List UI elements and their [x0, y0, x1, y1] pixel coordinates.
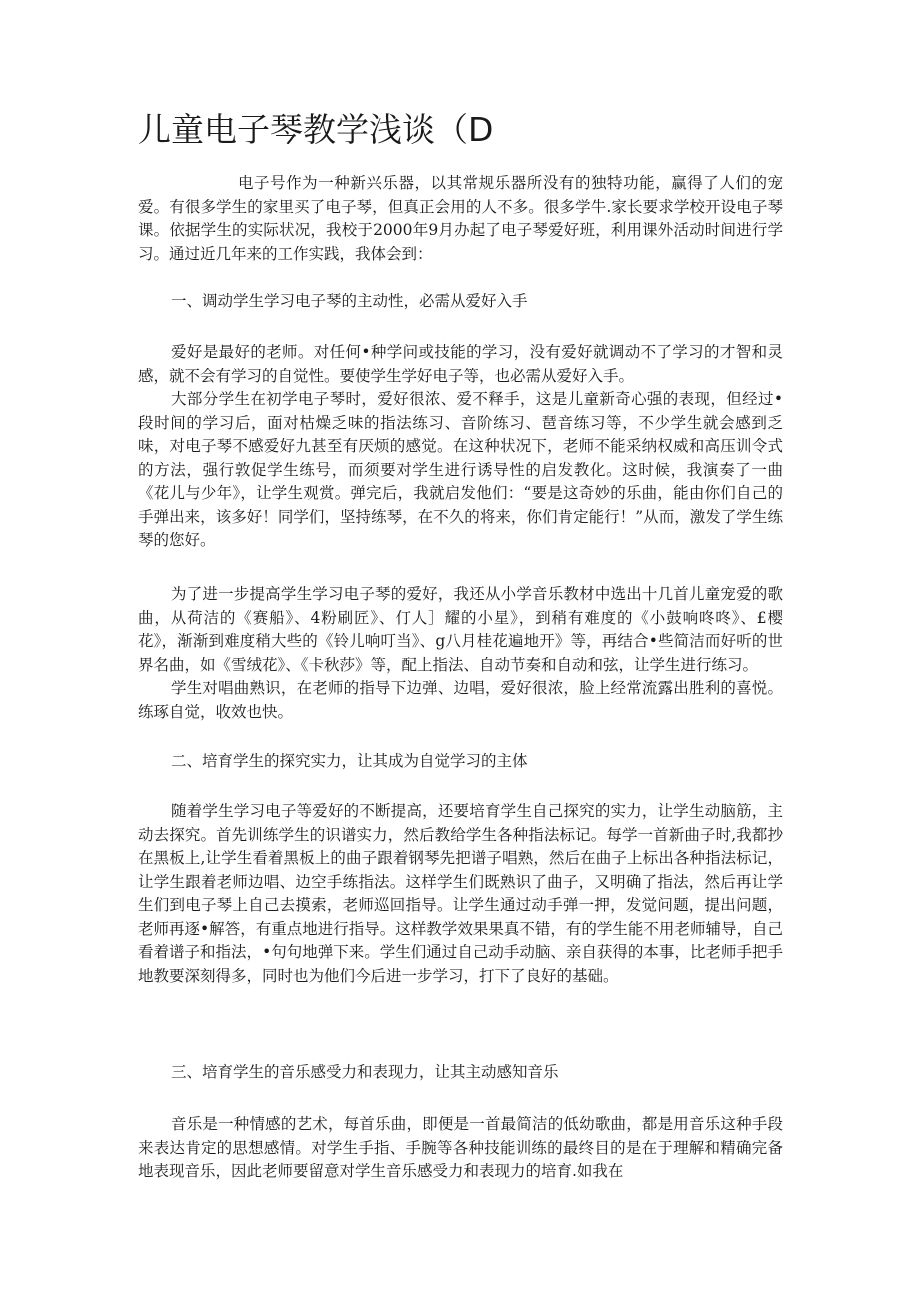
section-1-paragraph-2: 大部分学生在初学电子琴时，爱好很浓、爱不释手，这是儿童新奇心强的表现，但经过•段时间的学习后，面对枯燥乏味的指法练习、音阶练习、琶音练习等，不少学生就会感到乏味，对电子琴不感爱好九甚至有厌烦的感觉。在这种状况下，老师不能采纳权威和高压训令式的方法，强行敦促学生练号，而须要对学生进行诱导性的启发教化。这时候，我演奏了一曲《花儿与少年》，让学生观赏。弹完后，我就启发他们：“要是这奇妙的乐曲，能由你们自己的手弹出来，该多好！同学们，坚持练琴，在不久的将来，你们肯定能行！”从而，激发了学生练琴的您好。 — [138, 390, 783, 549]
section-1-heading: 一、调动学生学习电子琴的主动性，必需从爱好入手 — [171, 292, 528, 310]
section-3-paragraph-1: 音乐是一种情感的艺术，每首乐曲，即便是一首最简洁的低幼歌曲，都是用音乐这种手段来表达肯定的思想感情。对学生手指、手腕等各种技能训练的最终目的是在于理解和精确完备地表现音乐，因此老师要留意对学生音乐感受力和表现力的培育.如我在 — [138, 1115, 783, 1180]
section-2-paragraph-1: 随着学生学习电子等爱好的不断提高，还要培育学生自己探究的实力，让学生动脑筋，主动去探究。首先训练学生的识谱实力，然后教给学生各种指法标记。每学一首新曲子时,我都抄在黑板上,让学生看着黑板上的曲子跟着钢琴先把谱子唱熟，然后在曲子上标出各种指法标记，让学生跟着老师边唱、边空手练指法。这样学生们既熟识了曲子，又明确了指法，然后再让学生们到电子琴上自己去摸索，老师巡回指导。让学生通过动手弹一押，发觉问题，提出问题，老师再逐•解答，有重点地进行指导。这样教学效果果真不错，有的学生能不用老师辅导，自己看着谱子和指法，•句句地弹下来。学生们通过自己动手动脑、亲自获得的本事，比老师手把手地教要深刻得多，同时也为他们今后进一步学习，打下了良好的基础。 — [138, 802, 783, 985]
intro-paragraph: 电子号作为一种新兴乐器，以其常规乐器所没有的独特功能，赢得了人们的宠爱。有很多学生的家里买了电子琴，但真正会用的人不多。很多学牛.家长要求学校开设电子琴课。依据学生的实际状况，我校于2000年9月办起了电子琴爱好班，利用课外活动时间进行学习。通过近几年来的工作实践，我体会到： — [138, 174, 783, 263]
document-title: 儿童电子琴教学浅谈（D — [138, 110, 494, 149]
section-3-heading: 三、培育学生的音乐感受力和表现力，让其主动感知音乐 — [171, 1063, 559, 1081]
section-2-heading: 二、培育学生的探究实力，让其成为自觉学习的主体 — [171, 752, 528, 770]
section-1-paragraph-1: 爱好是最好的老师。对任何•种学问或技能的学习，没有爱好就调动不了学习的才智和灵感，就不会有学习的自觉性。要使学生学好电子等，也必需从爱好入手。 — [138, 343, 783, 385]
section-1-paragraph-3: 为了进一步提高学生学习电子琴的爱好，我还从小学音乐教材中选出十几首儿童宠爱的歌曲，从荷洁的《赛船》、4粉刷匠》、仃人］耀的小星》，到稍有难度的《小鼓响咚咚》、£樱花》，渐渐到难度稍大些的《铃儿响叮当》、g八月桂花遍地开》等，再结合•些简洁而好听的世界名曲，如《雪绒花》、《卡秋莎》等，配上指法、自动节奏和自动和弦，让学生进行练习。 — [138, 585, 783, 674]
section-1-paragraph-4: 学生对唱曲熟识，在老师的指导下边弹、边唱，爱好很浓，脸上经常流露出胜利的喜悦。练琢自觉，收效也快。 — [138, 679, 783, 721]
